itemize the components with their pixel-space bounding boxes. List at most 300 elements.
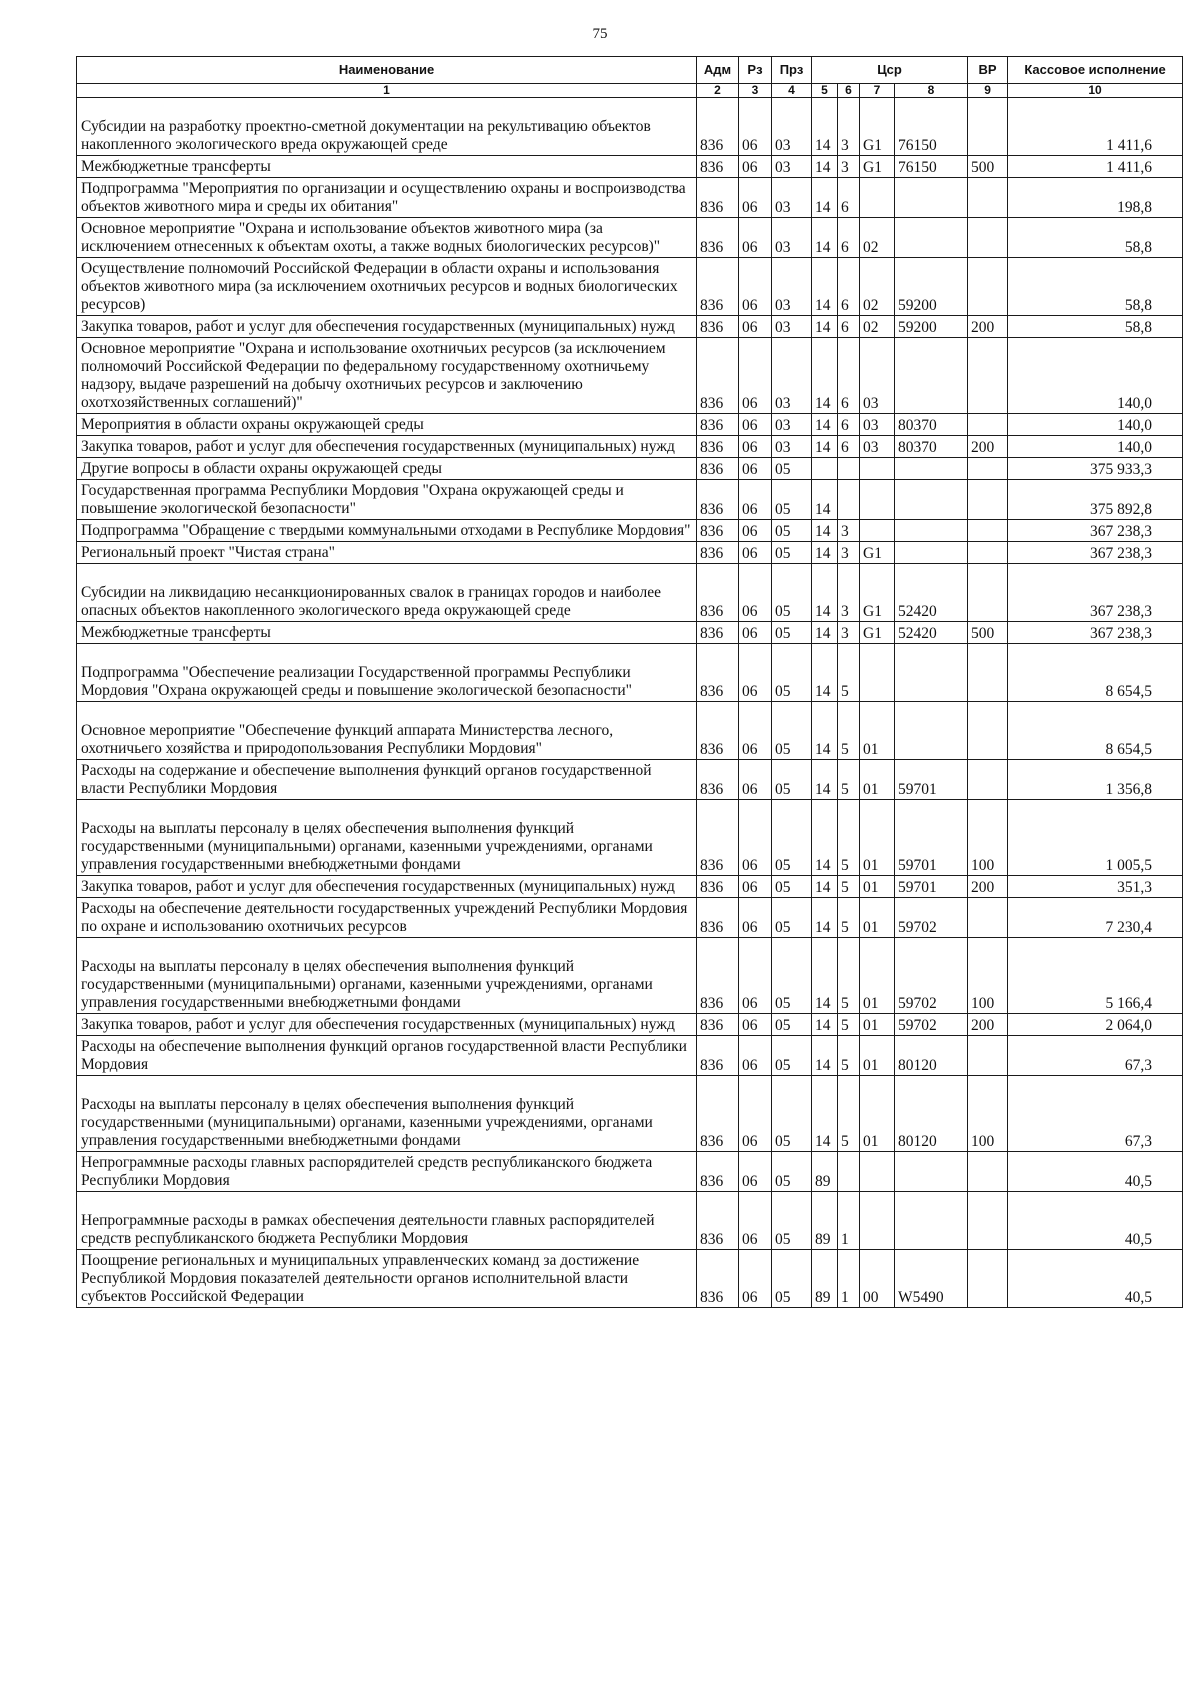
row-name: Основное мероприятие "Обеспечение функций аппарата Министерства лесного, охотничьего хозяйства и природопользования Республики Мордовия" xyxy=(81,722,614,757)
table-row xyxy=(77,800,1183,876)
adm-cell: 836 xyxy=(697,800,739,876)
adm-cell: 836 xyxy=(697,480,739,520)
table-row xyxy=(77,480,1183,520)
csr-direction-cell: 80120 xyxy=(895,1076,968,1152)
csr-program-cell: 14 xyxy=(812,258,838,316)
rz-cell: 06 xyxy=(739,622,772,644)
csr-event-cell: 01 xyxy=(860,938,895,1014)
prz-cell: 05 xyxy=(772,1192,812,1250)
csr-event-cell: G1 xyxy=(860,542,895,564)
amount-cell: 140,0 xyxy=(1008,338,1183,414)
rz-cell: 06 xyxy=(739,898,772,938)
rz-cell: 06 xyxy=(739,178,772,218)
csr-direction-cell xyxy=(895,178,968,218)
vr-cell: 200 xyxy=(968,316,1008,338)
col-header-exec: Кассовое исполнение xyxy=(1008,57,1183,84)
csr-direction-cell: 80120 xyxy=(895,1036,968,1076)
amount-cell: 5 166,4 xyxy=(1008,938,1183,1014)
row-name: Закупка товаров, работ и услуг для обеспечения государственных (муниципальных) нужд xyxy=(81,438,675,455)
row-name: Непрограммные расходы в рамках обеспечения деятельности главных распорядителей средств республиканского бюджета Республики Мордовия xyxy=(81,1212,655,1247)
csr-direction-cell: 80370 xyxy=(895,436,968,458)
adm-cell: 836 xyxy=(697,1076,739,1152)
col-number: 3 xyxy=(739,84,772,98)
row-name: Осуществление полномочий Российской Федерации в области охраны и использования объектов животного мира (за исключением охотничьих ресурсов и водных биологических ресурсов) xyxy=(81,260,678,313)
csr-event-cell: 01 xyxy=(860,702,895,760)
row-name: Мероприятия в области охраны окружающей среды xyxy=(81,416,424,433)
csr-program-cell: 14 xyxy=(812,898,838,938)
amount-cell: 367 238,3 xyxy=(1008,542,1183,564)
csr-direction-cell: 59702 xyxy=(895,898,968,938)
row-name-cell xyxy=(77,622,697,644)
csr-direction-cell xyxy=(895,520,968,542)
vr-cell: 500 xyxy=(968,156,1008,178)
csr-program-cell: 14 xyxy=(812,702,838,760)
csr-direction-cell: 59702 xyxy=(895,938,968,1014)
amount-cell: 58,8 xyxy=(1008,316,1183,338)
csr-subprogram-cell: 3 xyxy=(838,98,860,156)
csr-subprogram-cell: 6 xyxy=(838,338,860,414)
csr-subprogram-cell: 5 xyxy=(838,1076,860,1152)
rz-cell: 06 xyxy=(739,338,772,414)
row-name-cell xyxy=(77,316,697,338)
row-name-cell xyxy=(77,338,697,414)
vr-cell xyxy=(968,178,1008,218)
row-name: Межбюджетные трансферты xyxy=(81,624,271,641)
csr-event-cell: 01 xyxy=(860,800,895,876)
col-number: 9 xyxy=(968,84,1008,98)
csr-subprogram-cell: 5 xyxy=(838,760,860,800)
table-row xyxy=(77,622,1183,644)
adm-cell: 836 xyxy=(697,1152,739,1192)
csr-event-cell: 01 xyxy=(860,1014,895,1036)
csr-event-cell: 01 xyxy=(860,1076,895,1152)
header-row xyxy=(77,57,1183,84)
row-name-cell xyxy=(77,156,697,178)
csr-subprogram-cell: 5 xyxy=(838,702,860,760)
csr-subprogram-cell: 6 xyxy=(838,218,860,258)
prz-cell: 05 xyxy=(772,760,812,800)
csr-direction-cell: 59701 xyxy=(895,760,968,800)
vr-cell: 200 xyxy=(968,436,1008,458)
rz-cell: 06 xyxy=(739,1036,772,1076)
table-row xyxy=(77,542,1183,564)
csr-direction-cell: 59701 xyxy=(895,876,968,898)
row-name-cell xyxy=(77,760,697,800)
csr-event-cell xyxy=(860,458,895,480)
csr-program-cell: 14 xyxy=(812,938,838,1014)
csr-program-cell: 14 xyxy=(812,760,838,800)
col-header-vr: ВР xyxy=(968,57,1008,84)
row-name: Расходы на содержание и обеспечение выполнения функций органов государственной власти Республики Мордовия xyxy=(81,762,652,797)
adm-cell: 836 xyxy=(697,542,739,564)
row-name: Государственная программа Республики Мордовия "Охрана окружающей среды и повышение экологической безопасности" xyxy=(81,482,624,517)
prz-cell: 05 xyxy=(772,520,812,542)
table-row xyxy=(77,1014,1183,1036)
prz-cell: 03 xyxy=(772,338,812,414)
csr-program-cell: 14 xyxy=(812,644,838,702)
amount-cell: 40,5 xyxy=(1008,1192,1183,1250)
csr-program-cell xyxy=(812,458,838,480)
row-name-cell xyxy=(77,542,697,564)
amount-cell: 2 064,0 xyxy=(1008,1014,1183,1036)
prz-cell: 05 xyxy=(772,938,812,1014)
csr-event-cell: G1 xyxy=(860,622,895,644)
amount-cell: 1 005,5 xyxy=(1008,800,1183,876)
row-name: Межбюджетные трансферты xyxy=(81,158,271,175)
vr-cell xyxy=(968,702,1008,760)
rz-cell: 06 xyxy=(739,480,772,520)
adm-cell: 836 xyxy=(697,938,739,1014)
prz-cell: 05 xyxy=(772,898,812,938)
prz-cell: 05 xyxy=(772,1250,812,1308)
prz-cell: 05 xyxy=(772,542,812,564)
csr-event-cell: 01 xyxy=(860,898,895,938)
adm-cell: 836 xyxy=(697,564,739,622)
table-body xyxy=(77,98,1183,1308)
row-name: Непрограммные расходы главных распорядителей средств республиканского бюджета Республики Мордовия xyxy=(81,1154,653,1189)
col-header-prz: Прз xyxy=(772,57,812,84)
row-name-cell xyxy=(77,1076,697,1152)
csr-program-cell: 89 xyxy=(812,1192,838,1250)
rz-cell: 06 xyxy=(739,458,772,480)
row-name-cell xyxy=(77,898,697,938)
row-name-cell xyxy=(77,564,697,622)
vr-cell: 500 xyxy=(968,622,1008,644)
csr-event-cell xyxy=(860,480,895,520)
column-number-row xyxy=(77,84,1183,98)
vr-cell xyxy=(968,414,1008,436)
table-row xyxy=(77,1152,1183,1192)
prz-cell: 03 xyxy=(772,98,812,156)
adm-cell: 836 xyxy=(697,458,739,480)
prz-cell: 03 xyxy=(772,436,812,458)
adm-cell: 836 xyxy=(697,156,739,178)
table-row xyxy=(77,436,1183,458)
row-name-cell xyxy=(77,938,697,1014)
csr-event-cell xyxy=(860,1192,895,1250)
csr-event-cell: 02 xyxy=(860,316,895,338)
rz-cell: 06 xyxy=(739,876,772,898)
col-header-name: Наименование xyxy=(77,57,697,84)
csr-subprogram-cell: 5 xyxy=(838,1036,860,1076)
rz-cell: 06 xyxy=(739,564,772,622)
amount-cell: 67,3 xyxy=(1008,1036,1183,1076)
table-row xyxy=(77,98,1183,156)
row-name: Региональный проект "Чистая страна" xyxy=(81,544,335,561)
csr-event-cell xyxy=(860,178,895,218)
csr-event-cell: 03 xyxy=(860,338,895,414)
adm-cell: 836 xyxy=(697,1250,739,1308)
csr-program-cell: 14 xyxy=(812,1036,838,1076)
amount-cell: 367 238,3 xyxy=(1008,622,1183,644)
prz-cell: 05 xyxy=(772,622,812,644)
col-number: 4 xyxy=(772,84,812,98)
amount-cell: 40,5 xyxy=(1008,1152,1183,1192)
row-name: Расходы на обеспечение деятельности государственных учреждений Республики Мордовия по охране и использованию охотничьих ресурсов xyxy=(81,900,688,935)
csr-event-cell: G1 xyxy=(860,564,895,622)
csr-event-cell: 01 xyxy=(860,1036,895,1076)
adm-cell: 836 xyxy=(697,702,739,760)
prz-cell: 03 xyxy=(772,156,812,178)
csr-direction-cell: 52420 xyxy=(895,622,968,644)
amount-cell: 140,0 xyxy=(1008,414,1183,436)
vr-cell xyxy=(968,98,1008,156)
vr-cell xyxy=(968,564,1008,622)
row-name-cell xyxy=(77,1152,697,1192)
prz-cell: 05 xyxy=(772,644,812,702)
prz-cell: 05 xyxy=(772,1152,812,1192)
row-name: Другие вопросы в области охраны окружающей среды xyxy=(81,460,442,477)
vr-cell xyxy=(968,898,1008,938)
adm-cell: 836 xyxy=(697,178,739,218)
adm-cell: 836 xyxy=(697,414,739,436)
adm-cell: 836 xyxy=(697,760,739,800)
prz-cell: 03 xyxy=(772,316,812,338)
row-name-cell xyxy=(77,258,697,316)
vr-cell xyxy=(968,480,1008,520)
amount-cell: 8 654,5 xyxy=(1008,702,1183,760)
table-row xyxy=(77,644,1183,702)
col-header-rz: Рз xyxy=(739,57,772,84)
csr-subprogram-cell: 3 xyxy=(838,622,860,644)
col-number: 6 xyxy=(838,84,860,98)
vr-cell xyxy=(968,1036,1008,1076)
table-row xyxy=(77,876,1183,898)
amount-cell: 367 238,3 xyxy=(1008,520,1183,542)
prz-cell: 03 xyxy=(772,258,812,316)
vr-cell xyxy=(968,458,1008,480)
row-name: Закупка товаров, работ и услуг для обеспечения государственных (муниципальных) нужд xyxy=(81,878,675,895)
csr-subprogram-cell: 1 xyxy=(838,1192,860,1250)
csr-subprogram-cell: 3 xyxy=(838,542,860,564)
table-row xyxy=(77,1076,1183,1152)
row-name-cell xyxy=(77,520,697,542)
prz-cell: 03 xyxy=(772,414,812,436)
csr-subprogram-cell xyxy=(838,480,860,520)
col-header-csr: Цср xyxy=(812,57,968,84)
prz-cell: 05 xyxy=(772,458,812,480)
row-name: Основное мероприятие "Охрана и использование охотничьих ресурсов (за исключением полномочий Российской Федерации по федеральному государственному охотничьему надзору, выдаче разрешений на добычу охотничьих ресурсов и заключению охотхозяйственных соглашений)" xyxy=(81,340,666,411)
table-row xyxy=(77,316,1183,338)
vr-cell xyxy=(968,1250,1008,1308)
row-name-cell xyxy=(77,1192,697,1250)
table-row xyxy=(77,1192,1183,1250)
rz-cell: 06 xyxy=(739,156,772,178)
row-name: Расходы на выплаты персоналу в целях обеспечения выполнения функций государственными (муниципальными) органами, казенными учреждениями, органами управления государственными внебюджетными фондами xyxy=(81,958,653,1011)
table-row xyxy=(77,156,1183,178)
row-name-cell xyxy=(77,1036,697,1076)
row-name-cell xyxy=(77,98,697,156)
table-row xyxy=(77,898,1183,938)
csr-program-cell: 14 xyxy=(812,622,838,644)
table-row xyxy=(77,218,1183,258)
csr-direction-cell: 76150 xyxy=(895,98,968,156)
adm-cell: 836 xyxy=(697,1036,739,1076)
rz-cell: 06 xyxy=(739,1076,772,1152)
csr-event-cell: 03 xyxy=(860,414,895,436)
vr-cell xyxy=(968,218,1008,258)
amount-cell: 1 356,8 xyxy=(1008,760,1183,800)
vr-cell xyxy=(968,338,1008,414)
row-name-cell xyxy=(77,436,697,458)
rz-cell: 06 xyxy=(739,644,772,702)
vr-cell xyxy=(968,644,1008,702)
csr-event-cell xyxy=(860,1152,895,1192)
table-row xyxy=(77,414,1183,436)
csr-subprogram-cell xyxy=(838,458,860,480)
rz-cell: 06 xyxy=(739,800,772,876)
csr-direction-cell: 59200 xyxy=(895,316,968,338)
rz-cell: 06 xyxy=(739,218,772,258)
csr-event-cell xyxy=(860,644,895,702)
vr-cell xyxy=(968,760,1008,800)
amount-cell: 7 230,4 xyxy=(1008,898,1183,938)
csr-direction-cell xyxy=(895,1152,968,1192)
row-name: Расходы на обеспечение выполнения функций органов государственной власти Республики Мордовия xyxy=(81,1038,687,1073)
csr-program-cell: 14 xyxy=(812,178,838,218)
col-header-adm: Адм xyxy=(697,57,739,84)
row-name-cell xyxy=(77,800,697,876)
csr-event-cell: G1 xyxy=(860,98,895,156)
csr-event-cell: G1 xyxy=(860,156,895,178)
adm-cell: 836 xyxy=(697,98,739,156)
csr-subprogram-cell: 6 xyxy=(838,178,860,218)
vr-cell xyxy=(968,542,1008,564)
amount-cell: 375 892,8 xyxy=(1008,480,1183,520)
amount-cell: 1 411,6 xyxy=(1008,156,1183,178)
csr-subprogram-cell: 5 xyxy=(838,1014,860,1036)
csr-direction-cell: 80370 xyxy=(895,414,968,436)
csr-subprogram-cell: 6 xyxy=(838,258,860,316)
row-name: Подпрограмма "Обращение с твердыми коммунальными отходами в Республике Мордовия" xyxy=(81,522,691,539)
amount-cell: 58,8 xyxy=(1008,258,1183,316)
adm-cell: 836 xyxy=(697,520,739,542)
page-number: 75 xyxy=(592,26,608,42)
amount-cell: 367 238,3 xyxy=(1008,564,1183,622)
col-number: 8 xyxy=(895,84,968,98)
csr-direction-cell: W5490 xyxy=(895,1250,968,1308)
prz-cell: 03 xyxy=(772,218,812,258)
csr-program-cell: 14 xyxy=(812,338,838,414)
csr-program-cell: 14 xyxy=(812,316,838,338)
amount-cell: 140,0 xyxy=(1008,436,1183,458)
csr-program-cell: 14 xyxy=(812,800,838,876)
row-name: Основное мероприятие "Охрана и использование объектов животного мира (за исключением отнесенных к объектам охоты, а также водных биологических ресурсов)" xyxy=(81,220,661,255)
amount-cell: 375 933,3 xyxy=(1008,458,1183,480)
adm-cell: 836 xyxy=(697,644,739,702)
amount-cell: 351,3 xyxy=(1008,876,1183,898)
row-name-cell xyxy=(77,458,697,480)
amount-cell: 198,8 xyxy=(1008,178,1183,218)
adm-cell: 836 xyxy=(697,1014,739,1036)
table-row xyxy=(77,338,1183,414)
csr-program-cell: 14 xyxy=(812,414,838,436)
csr-program-cell: 14 xyxy=(812,520,838,542)
col-number: 1 xyxy=(77,84,697,98)
amount-cell: 8 654,5 xyxy=(1008,644,1183,702)
table-row xyxy=(77,520,1183,542)
csr-event-cell: 02 xyxy=(860,258,895,316)
amount-cell: 58,8 xyxy=(1008,218,1183,258)
table-row xyxy=(77,458,1183,480)
row-name: Подпрограмма "Мероприятия по организации и осуществлению охраны и воспроизводства объектов животного мира и среды их обитания" xyxy=(81,180,686,215)
rz-cell: 06 xyxy=(739,938,772,1014)
table-row xyxy=(77,760,1183,800)
vr-cell xyxy=(968,258,1008,316)
row-name: Закупка товаров, работ и услуг для обеспечения государственных (муниципальных) нужд xyxy=(81,1016,675,1033)
adm-cell: 836 xyxy=(697,876,739,898)
table-row xyxy=(77,702,1183,760)
rz-cell: 06 xyxy=(739,1250,772,1308)
csr-direction-cell: 59702 xyxy=(895,1014,968,1036)
amount-cell: 40,5 xyxy=(1008,1250,1183,1308)
adm-cell: 836 xyxy=(697,1192,739,1250)
csr-program-cell: 14 xyxy=(812,218,838,258)
vr-cell: 100 xyxy=(968,938,1008,1014)
prz-cell: 05 xyxy=(772,1076,812,1152)
csr-subprogram-cell: 5 xyxy=(838,938,860,1014)
csr-subprogram-cell: 5 xyxy=(838,644,860,702)
csr-subprogram-cell: 6 xyxy=(838,436,860,458)
vr-cell: 100 xyxy=(968,800,1008,876)
adm-cell: 836 xyxy=(697,338,739,414)
csr-event-cell: 00 xyxy=(860,1250,895,1308)
row-name-cell xyxy=(77,178,697,218)
csr-subprogram-cell: 1 xyxy=(838,1250,860,1308)
adm-cell: 836 xyxy=(697,316,739,338)
csr-direction-cell xyxy=(895,338,968,414)
row-name: Расходы на выплаты персоналу в целях обеспечения выполнения функций государственными (муниципальными) органами, казенными учреждениями, органами управления государственными внебюджетными фондами xyxy=(81,820,653,873)
row-name-cell xyxy=(77,480,697,520)
rz-cell: 06 xyxy=(739,1014,772,1036)
row-name: Подпрограмма "Обеспечение реализации Государственной программы Республики Мордовия "Охрана окружающей среды и повышение экологической безопасности" xyxy=(81,664,632,699)
adm-cell: 836 xyxy=(697,258,739,316)
rz-cell: 06 xyxy=(739,702,772,760)
csr-direction-cell xyxy=(895,480,968,520)
csr-subprogram-cell: 5 xyxy=(838,800,860,876)
rz-cell: 06 xyxy=(739,760,772,800)
amount-cell: 1 411,6 xyxy=(1008,98,1183,156)
adm-cell: 836 xyxy=(697,218,739,258)
csr-program-cell: 14 xyxy=(812,156,838,178)
table-row xyxy=(77,564,1183,622)
csr-program-cell: 14 xyxy=(812,1076,838,1152)
vr-cell xyxy=(968,1192,1008,1250)
row-name-cell xyxy=(77,414,697,436)
csr-event-cell xyxy=(860,520,895,542)
rz-cell: 06 xyxy=(739,1152,772,1192)
vr-cell: 200 xyxy=(968,1014,1008,1036)
row-name: Субсидии на разработку проектно-сметной документации на рекультивацию объектов накопленного экологического вреда окружающей среде xyxy=(81,118,651,153)
rz-cell: 06 xyxy=(739,520,772,542)
rz-cell: 06 xyxy=(739,98,772,156)
csr-subprogram-cell: 3 xyxy=(838,564,860,622)
row-name: Субсидии на ликвидацию несанкционированных свалок в границах городов и наиболее опасных объектов накопленного экологического вреда окружающей среде xyxy=(81,584,661,619)
adm-cell: 836 xyxy=(697,622,739,644)
csr-program-cell: 14 xyxy=(812,480,838,520)
csr-subprogram-cell: 6 xyxy=(838,316,860,338)
amount-cell: 67,3 xyxy=(1008,1076,1183,1152)
csr-direction-cell xyxy=(895,644,968,702)
csr-subprogram-cell: 5 xyxy=(838,876,860,898)
row-name: Закупка товаров, работ и услуг для обеспечения государственных (муниципальных) нужд xyxy=(81,318,675,335)
csr-program-cell: 14 xyxy=(812,436,838,458)
vr-cell xyxy=(968,1152,1008,1192)
prz-cell: 05 xyxy=(772,564,812,622)
csr-program-cell: 14 xyxy=(812,1014,838,1036)
csr-program-cell: 14 xyxy=(812,876,838,898)
csr-subprogram-cell: 3 xyxy=(838,156,860,178)
